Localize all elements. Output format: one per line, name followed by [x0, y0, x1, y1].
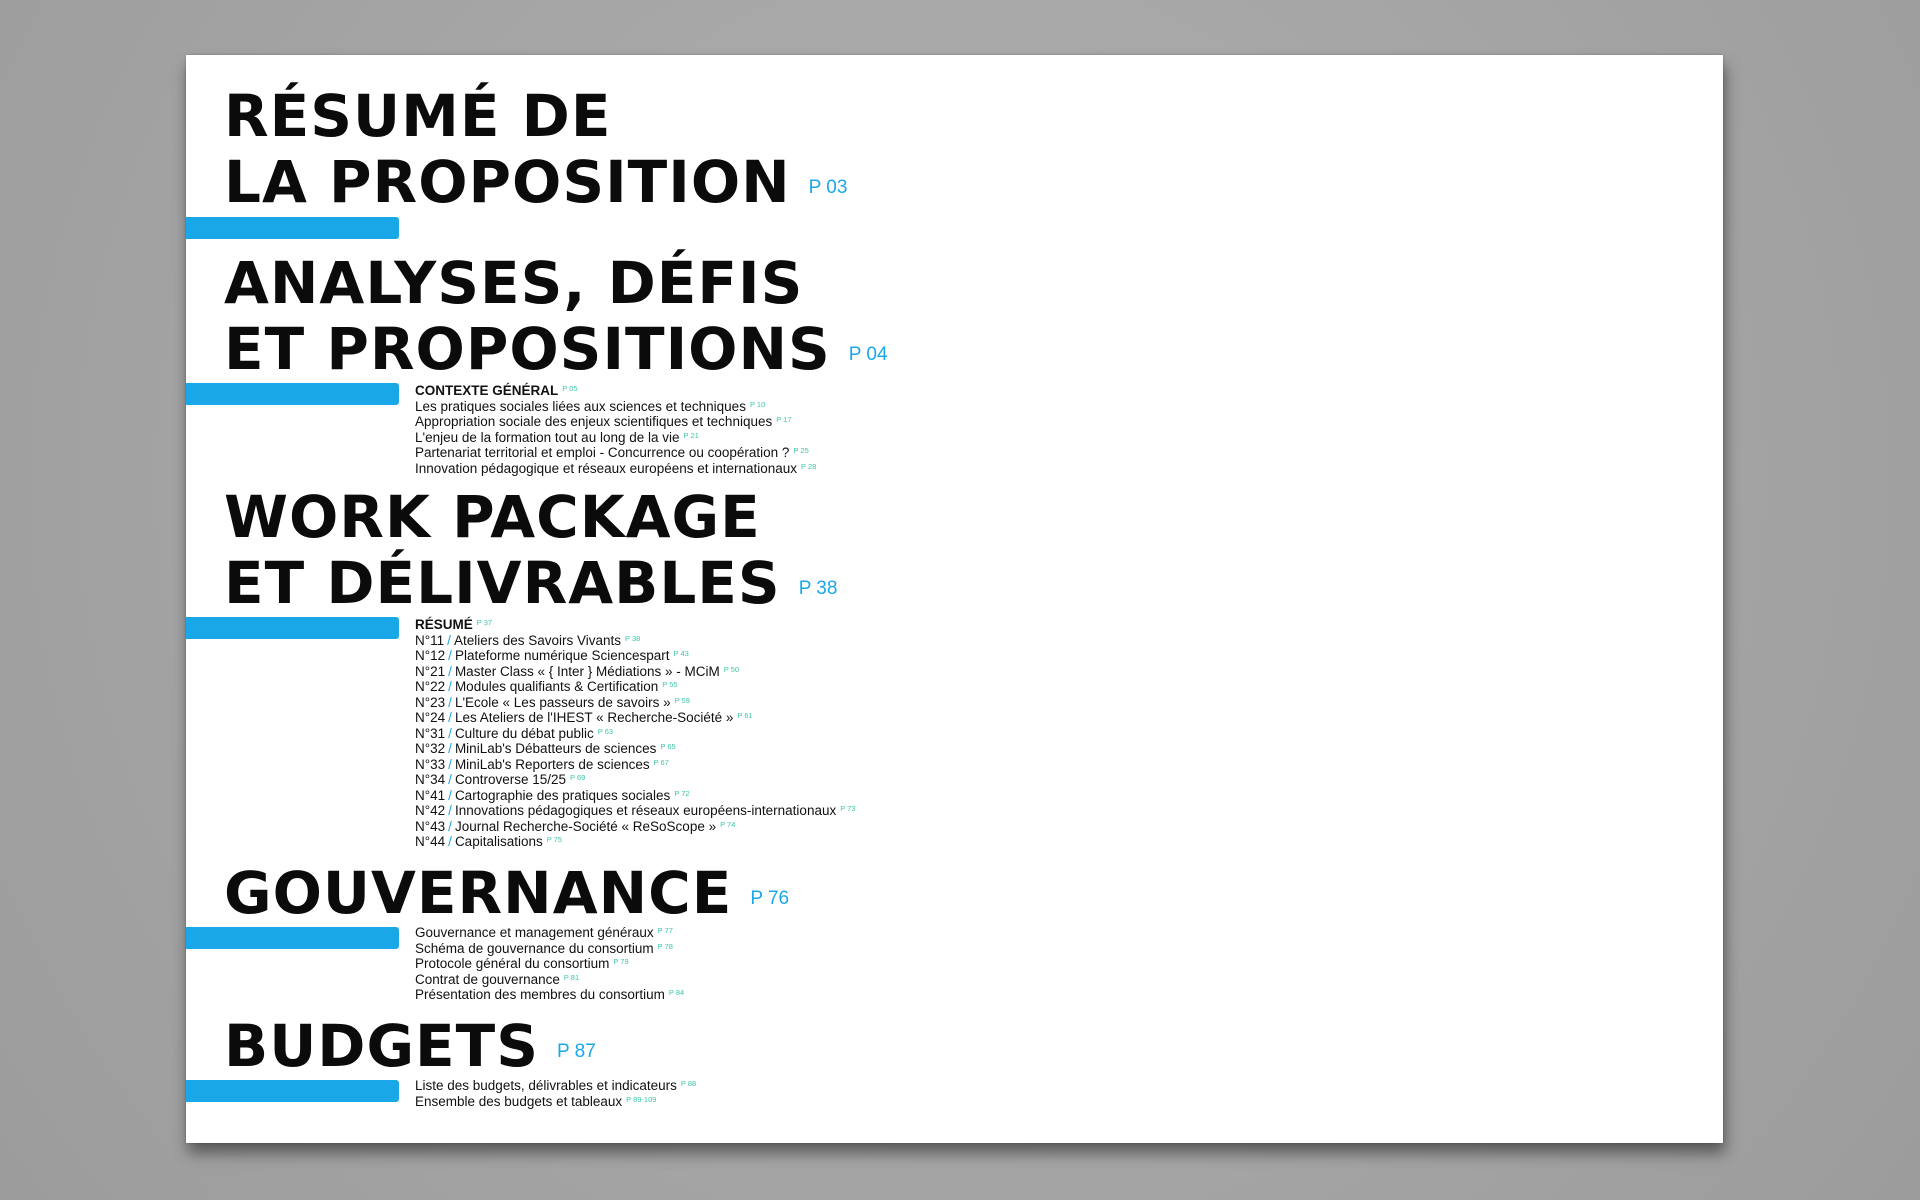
section-title-line	[224, 149, 847, 215]
accent-bar	[186, 927, 399, 949]
section-title-text: GOUVERNANCE	[224, 859, 733, 927]
list-item[interactable]: N°11 / Ateliers des Savoirs Vivants $^{P 38}$	[415, 632, 641, 648]
list-item[interactable]: N°41 / Cartographie des pratiques sociales $^{P 72}$	[415, 787, 690, 803]
list-item[interactable]: RÉSUMÉ $^{P 37}$	[415, 617, 493, 632]
accent-bar	[186, 217, 399, 239]
section-page-ref: P 87	[557, 1041, 596, 1062]
work-package-list	[415, 617, 856, 850]
list-item[interactable]: Protocole général du consortium $^{P 79}$	[415, 956, 629, 971]
accent-bar	[186, 1080, 399, 1102]
list-item[interactable]: Schéma de gouvernance du consortium $^{P 78}$	[415, 940, 673, 956]
list-item[interactable]: Partenariat territorial et emploi - Concurrence ou coopération ? $^{P 25}$	[415, 445, 809, 460]
section-title-line	[224, 316, 888, 382]
section-title-line: WORK PACKAGE	[224, 483, 761, 551]
list-item[interactable]: N°33 / MiniLab's Reporters de sciences $^{P 67}$	[415, 756, 669, 772]
section-title-line	[224, 1013, 596, 1079]
section-title	[224, 250, 888, 382]
section-page-ref: P 03	[808, 177, 848, 198]
list-item[interactable]: Gouvernance et management généraux $^{P 77}$	[415, 925, 673, 940]
list-item[interactable]: N°23 / L'Ecole « Les passeurs de savoirs » $^{P 59}$	[415, 694, 690, 710]
section-title	[224, 83, 847, 215]
subsection-list	[415, 383, 816, 476]
section-title-line	[224, 550, 837, 616]
list-item[interactable]: N°21 / Master Class « { Inter } Médiations » - MCiM $^{P 50}$	[415, 663, 740, 679]
list-item[interactable]: N°24 / Les Ateliers de l'IHEST « Recherche-Société » $^{P 61}$	[415, 710, 753, 725]
table-of-contents-page	[186, 55, 1723, 1143]
list-item[interactable]: N°32 / MiniLab's Débatteurs de sciences $^{P 65}$	[415, 741, 676, 756]
list-item[interactable]: N°22 / Modules qualifiants & Certification $^{P 55}$	[415, 679, 678, 694]
section-title	[224, 1013, 596, 1079]
subsection-list	[415, 1078, 696, 1109]
section-title-text: BUDGETS	[224, 1012, 540, 1080]
list-item[interactable]: N°34 / Controverse 15/25 $^{P 69}$	[415, 772, 586, 787]
section-title	[224, 484, 837, 616]
list-item[interactable]: N°42 / Innovations pédagogiques et réseaux européens-internationaux $^{P 73}$	[415, 803, 856, 818]
section-title	[224, 860, 789, 926]
section-title-text: ET PROPOSITIONS	[224, 315, 831, 383]
list-item[interactable]: Liste des budgets, délivrables et indicateurs $^{P 88}$	[415, 1078, 697, 1093]
section-title-text: LA PROPOSITION	[224, 148, 791, 216]
accent-bar	[186, 383, 399, 405]
section-title-line: RÉSUMÉ DE	[224, 82, 612, 150]
list-item[interactable]: Appropriation sociale des enjeux scientifiques et techniques $^{P 17}$	[415, 414, 792, 429]
list-item[interactable]: N°44 / Capitalisations $^{P 75}$	[415, 834, 563, 849]
section-title-line: ANALYSES, DÉFIS	[224, 249, 804, 317]
list-item[interactable]: Contrat de gouvernance $^{P 81}$	[415, 971, 580, 987]
list-item[interactable]: Présentation des membres du consortium $^{P 84}$	[415, 987, 685, 1002]
list-item[interactable]: N°31 / Culture du débat public $^{P 63}$	[415, 725, 614, 741]
section-page-ref: P 76	[750, 888, 790, 909]
accent-bar	[186, 617, 399, 639]
list-item[interactable]: CONTEXTE GÉNÉRAL $^{P 05}$	[415, 383, 578, 398]
list-item[interactable]: L'enjeu de la formation tout au long de la vie $^{P 21}$	[415, 429, 699, 445]
section-page-ref: P 38	[798, 578, 838, 599]
section-title-text: ET DÉLIVRABLES	[224, 549, 781, 617]
section-title-line	[224, 860, 789, 926]
list-item[interactable]: N°12 / Plateforme numérique Sciencespart $^{P 43}$	[415, 648, 689, 663]
list-item[interactable]: Innovation pédagogique et réseaux européens et internationaux $^{P 28}$	[415, 460, 817, 476]
list-item[interactable]: N°43 / Journal Recherche-Société « ReSoScope » $^{P 74}$	[415, 818, 736, 834]
list-item[interactable]: Ensemble des budgets et tableaux $^{P 89-109}$	[415, 1093, 657, 1109]
list-item[interactable]: Les pratiques sociales liées aux sciences et techniques $^{P 10}$	[415, 398, 766, 414]
section-page-ref: P 04	[848, 344, 888, 365]
subsection-list	[415, 925, 684, 1003]
